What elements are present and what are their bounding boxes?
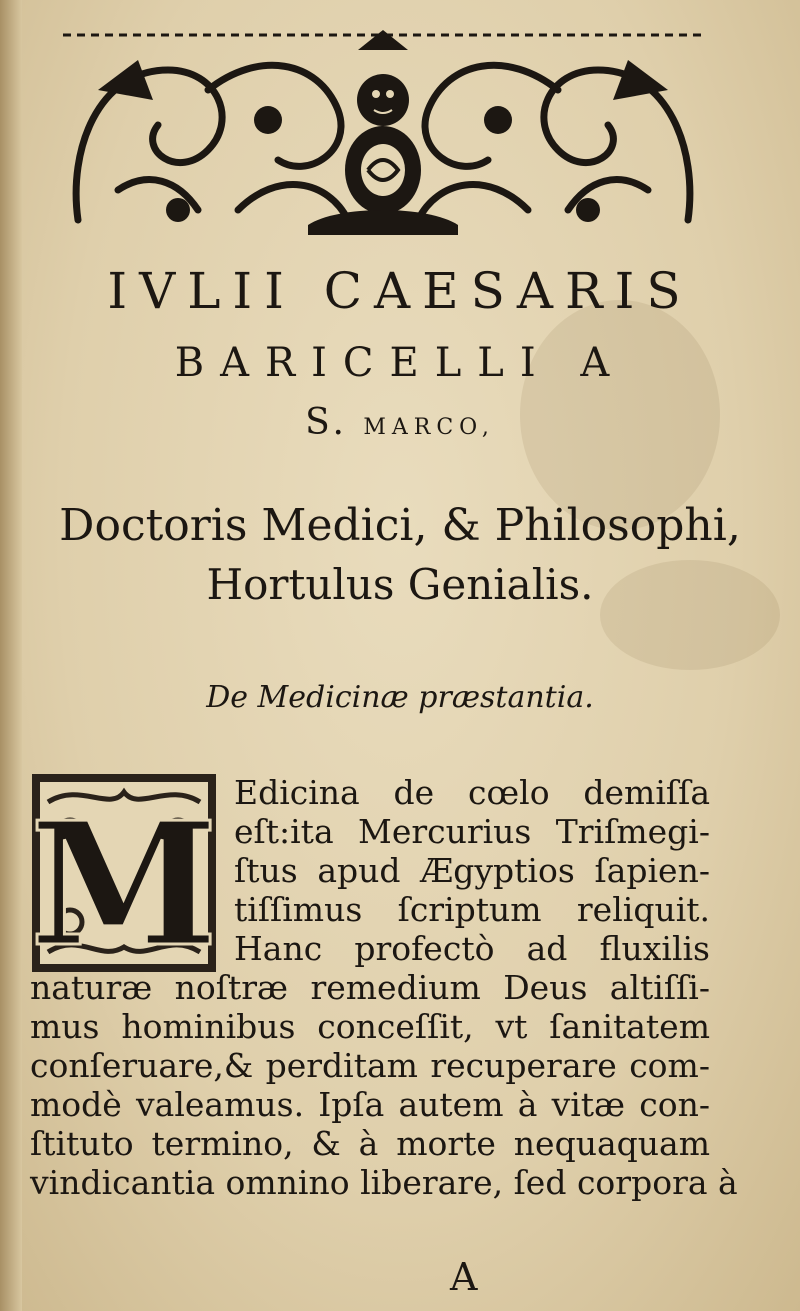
text-line: ſtus apud Ægyptios ſapien- (234, 851, 710, 890)
ornamental-headpiece (58, 30, 708, 242)
text-line: vindicantia omnino liberare, ſed corpora à (30, 1163, 738, 1202)
text-line: eſt:ita Mercurius Triſmegi- (234, 812, 710, 851)
title-profession: Doctoris Medici, & Philosophi, (59, 500, 741, 551)
title-author-name: IVLII CAESARIS (107, 262, 693, 320)
title-work: Hortulus Genialis. (206, 560, 594, 609)
text-line: ſtituto termino, & à morte nequaquam (30, 1124, 710, 1163)
text-line: conſeruare,& perditam recuperare com- (30, 1046, 710, 1085)
title-surname: BARICELLI A (174, 340, 626, 386)
title-place (0, 402, 800, 443)
text-line: Edicina de cœlo demiſſa (234, 773, 710, 812)
page-gutter (0, 0, 22, 1311)
text-line: mus hominibus conceſſit, vt ſanitatem (30, 1007, 710, 1046)
ornamental-drop-cap (30, 772, 218, 974)
text-line: naturæ noſtræ remedium Deus altiſſi- (30, 968, 710, 1007)
text-line: Hanc profectò ad fluxilis (234, 929, 710, 968)
title-place-name: MARCO, (363, 415, 495, 440)
body-paragraph (30, 968, 738, 1202)
drop-cap-letter: M (30, 785, 218, 974)
signature-mark: A (450, 1255, 478, 1299)
title-place-prefix: S. (305, 402, 348, 443)
indented-paragraph (234, 773, 710, 968)
text-line: tiſſimus ſcriptum reliquit. (234, 890, 710, 929)
text-line: modè valeamus. Ipſa autem à vitæ con- (30, 1085, 710, 1124)
section-heading: De Medicinæ præstantia. (206, 680, 594, 715)
